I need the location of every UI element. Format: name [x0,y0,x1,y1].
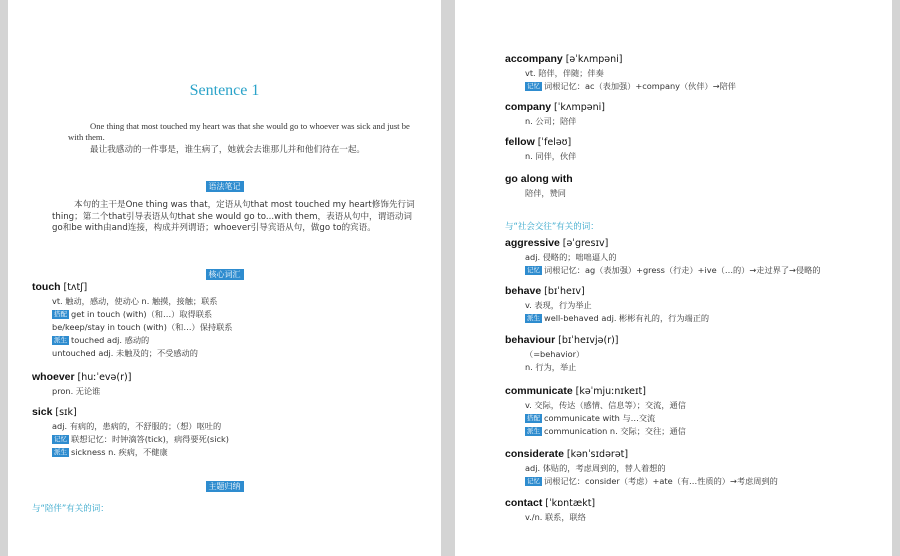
definition-line [32,385,421,398]
headword-text: whoever [32,371,75,383]
right-page [455,0,892,556]
phonetic: [huːˈevə(r)] [77,372,132,383]
left-page [8,0,441,556]
definition-text: sickness n. 疾病，不健康 [71,447,168,457]
note-tag: 派生 [527,314,540,322]
definition-text: adj. 有病的，患病的，不舒服的；（想）呕吐的 [52,421,222,431]
definition-text: v. 表现，行为举止 [525,300,592,310]
definition-line [505,80,872,93]
headword-text: communicate [505,385,573,397]
definition-text: （=behavior） [525,349,585,359]
definition-text: 词根记忆：consider（考虑）+ate（有…性质的）→考虑周到的 [544,476,778,486]
topic-tag: 主题归纳 [206,481,244,492]
definition-line [505,412,872,425]
headword-text: aggressive [505,237,560,249]
definition-line [505,264,872,277]
definition-text: 陪伴，赞同 [525,188,566,198]
headword [505,447,872,462]
sentence-english: One thing that most touched my heart was that she would go to whoever was sick and just be with them. [68,121,410,142]
headword-text: sick [32,406,53,418]
definition-text: communication n. 交际；交往；通信 [544,426,686,436]
phonetic: [kəˈmjuːnɪkeɪt] [575,386,646,397]
definition-line [32,321,421,334]
headword [32,405,421,420]
note-tag: 搭配 [54,310,67,318]
social-note: 与“社会交往”有关的词： [505,222,599,232]
definition-line [32,347,421,360]
definition-line [505,187,872,200]
headword [32,370,421,385]
headword-text: contact [505,497,543,509]
definition-line [32,295,421,308]
headword [505,100,872,115]
topic-summary-header [8,474,441,493]
definition-line [505,462,872,475]
vocab-entry [505,172,872,200]
page-title: Sentence 1 [189,82,260,99]
headword-text: go along with [505,173,573,185]
definition-line [505,67,872,80]
definition-line [32,334,421,347]
vocab-entry [505,100,872,128]
phonetic: [əˈkʌmpəni] [565,54,623,65]
headword [505,284,872,299]
definition-text: vt. 触动，感动，使动心 n. 触摸，接触；联系 [52,296,218,306]
vocab-entry [505,447,872,488]
definition-line [505,312,872,325]
phonetic: [sɪk] [55,407,77,418]
phonetic: [əˈgresɪv] [562,238,609,249]
definition-text: pron. 无论谁 [52,386,101,396]
definition-line [32,420,421,433]
note-tag: 搭配 [527,414,540,422]
headword [505,333,872,348]
definition-text: untouched adj. 未触及的；不受感动的 [52,348,198,358]
vocab-entry [32,405,421,459]
phonetic: [ˈfeləʊ] [537,137,572,148]
phonetic: [bɪˈheɪvjə(r)] [558,335,619,346]
definition-text: 词根记忆：ac（表加强）+company（伙伴）→陪伴 [544,81,736,91]
note-tag: 派生 [54,448,67,456]
note-tag: 记忆 [527,82,540,90]
definition-line [32,433,421,446]
headword [505,172,872,187]
vocab-entry [505,135,872,163]
definition-text: 词根记忆：ag（表加强）+gress（行走）+ive（…的）→走过界了→侵略的 [544,265,821,275]
vocab-entry [505,52,872,93]
vocab-entry [505,384,872,438]
definition-text: get in touch (with)（和…）取得联系 [71,309,213,319]
headword-text: behaviour [505,334,556,346]
headword [32,280,421,295]
headword [505,52,872,67]
vocab-tag: 核心词汇 [206,269,244,280]
definition-text: v./n. 联系，联络 [525,512,586,522]
definition-line [505,511,872,524]
sentence-chinese: 最让我感动的一件事是，谁生病了，她就会去谁那儿并和他们待在一起。 [90,145,366,155]
note-tag: 记忆 [527,266,540,274]
headword-text: considerate [505,448,564,460]
definition-text: n. 行为，举止 [525,362,577,372]
headword [505,135,872,150]
definition-line [505,399,872,412]
vocab-entry [505,496,872,524]
definition-text: communicate with 与…交流 [544,413,656,423]
grammar-notes-header [8,174,441,193]
core-vocab-header [8,262,441,281]
headword-text: touch [32,281,61,293]
definition-text: n. 公司；陪伴 [525,116,577,126]
note-tag: 记忆 [527,477,540,485]
phonetic: [bɪˈheɪv] [544,286,585,297]
definition-line [505,425,872,438]
definition-line [505,115,872,128]
headword-text: company [505,101,552,113]
phonetic: [ˈkʌmpəni] [554,102,605,113]
headword [505,236,872,251]
definition-line [505,361,872,374]
grammar-paragraph: 本句的主干是One thing was that，定语从句that most touched my heart修饰先行词thing；第二个that引导表语从句that she would go to...with them，表语从句中，谓语动词go和be with由and连接，构成并列谓语；whoever引导宾语从句，做go to的宾语。 [52,200,415,233]
definition-line [505,348,872,361]
headword-text: fellow [505,136,535,148]
grammar-tag: 语法笔记 [206,181,244,192]
topic-note: 与“陪伴”有关的词： [32,504,109,514]
definition-text: be/keep/stay in touch (with)（和…）保持联系 [52,322,233,332]
definition-text: adj. 侵略的；咄咄逼人的 [525,252,617,262]
note-tag: 派生 [54,336,67,344]
vocab-entry [32,280,421,360]
definition-line [32,446,421,459]
definition-text: touched adj. 感动的 [71,335,150,345]
phonetic: [tʌtʃ] [63,282,88,293]
vocab-entry [32,370,421,398]
headword-text: accompany [505,53,563,65]
definition-line [505,251,872,264]
vocab-entry [505,333,872,374]
headword [505,496,872,511]
definition-text: 联想记忆：时钟滴答(tick)，病得要死(sick) [71,434,229,444]
vocab-entry [505,284,872,325]
definition-text: v. 交际，传达（感情、信息等）；交流，通信 [525,400,686,410]
definition-text: n. 同伴，伙伴 [525,151,577,161]
definition-line [505,475,872,488]
headword-text: behave [505,285,542,297]
definition-line [505,150,872,163]
headword [505,384,872,399]
definition-line [32,308,421,321]
phonetic: [kənˈsɪdərət] [566,449,629,460]
note-tag: 记忆 [54,435,67,443]
vocab-entry [505,236,872,277]
definition-text: well-behaved adj. 彬彬有礼的，行为端正的 [544,313,710,323]
definition-text: vt. 陪伴，伴随；伴奏 [525,68,604,78]
definition-text: adj. 体贴的，考虑周到的，替人着想的 [525,463,666,473]
phonetic: [ˈkɒntækt] [545,498,596,509]
note-tag: 派生 [527,427,540,435]
definition-line [505,299,872,312]
